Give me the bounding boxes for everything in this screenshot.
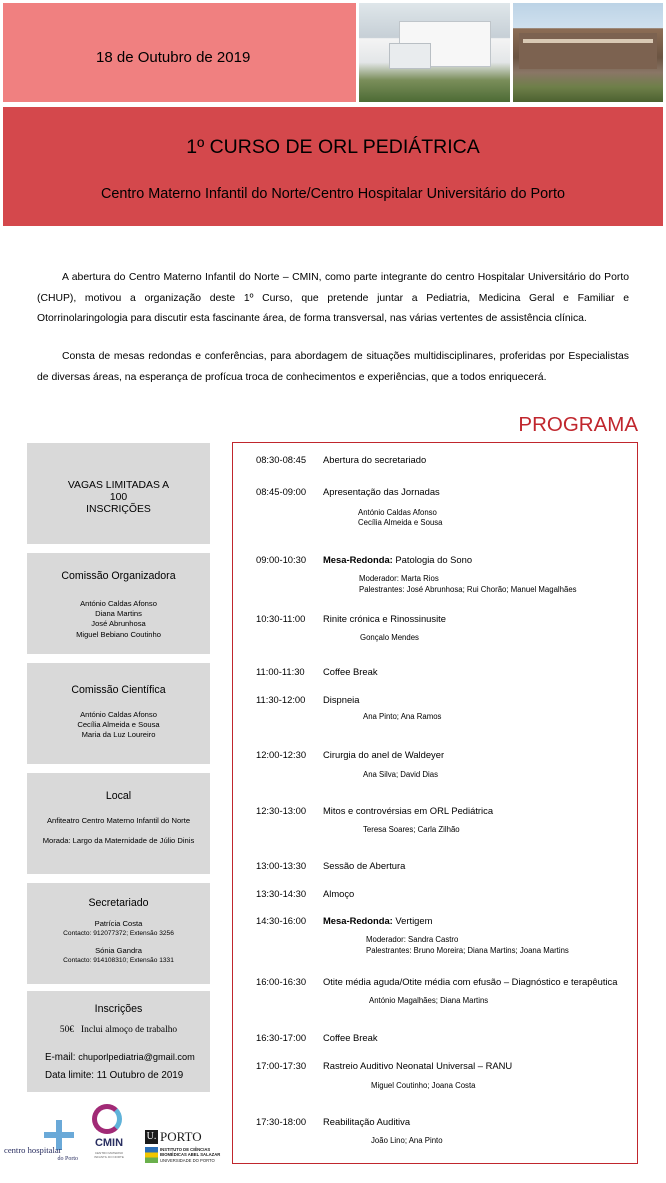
program-time: 16:30-17:00 bbox=[256, 1032, 307, 1043]
program-title-bold: Mesa-Redonda: bbox=[323, 915, 393, 926]
local-address: Morada: Largo da Maternidade de Júlio Dinis bbox=[42, 836, 195, 845]
cmin-subtitle: CENTRO MATERNO INFANTIL DO NORTE bbox=[94, 1151, 124, 1159]
local-title: Local bbox=[105, 790, 132, 802]
inscricoes-price-line bbox=[27, 1025, 210, 1035]
program-title bbox=[323, 1116, 633, 1127]
inscricoes-title: Inscrições bbox=[94, 1003, 143, 1015]
program-title-text: Almoço bbox=[323, 888, 355, 899]
program-title-text: Abertura do secretariado bbox=[323, 454, 427, 465]
program-title-text: Rastreio Auditivo Neonatal Universal – RANU bbox=[323, 1060, 513, 1071]
program-speaker: António Caldas Afonso bbox=[358, 508, 437, 517]
building-wing bbox=[389, 43, 431, 69]
facade-cornice bbox=[523, 39, 653, 43]
secretariado-contact-1-phone: Contacto: 912077372; Extensão 3256 bbox=[63, 930, 174, 937]
cientifica-names: António Caldas Afonso Cecília Almeida e Sousa Maria da Luz Loureiro bbox=[77, 710, 160, 740]
program-title bbox=[323, 613, 633, 624]
program-time: 12:00-12:30 bbox=[256, 749, 307, 760]
organizadora-title: Comissão Organizadora bbox=[61, 570, 176, 582]
program-title-text: Patologia do Sono bbox=[392, 554, 473, 565]
program-speaker: Gonçalo Mendes bbox=[360, 633, 419, 642]
program-title bbox=[323, 486, 633, 497]
vagas-text: VAGAS LIMITADAS A 100 INSCRIÇÕES bbox=[67, 480, 170, 515]
intro-paragraph-1: A abertura do Centro Materno Infantil do Norte – CMIN, como parte integrante do centro Hospitalar Universitário do Porto (CHUP), motivou a organização deste 1º Curso, que pretende juntar a Pediatria, Medicina Geral e Familiar e Otorrinolaringologia para discutir esta fascinante área, de forma transversal, nas várias vertentes de assistência clínica. bbox=[37, 272, 629, 324]
program-title bbox=[323, 666, 633, 677]
program-title-text: Apresentação das Jornadas bbox=[323, 486, 440, 497]
program-title-text: Otite média aguda/Otite média com efusão – Diagnóstico e terapêutica bbox=[323, 976, 618, 987]
inscricoes-price: 50€ bbox=[59, 1025, 74, 1035]
program-title-text: Cirurgia do anel de Waldeyer bbox=[323, 749, 445, 760]
logo-centro-hospitalar bbox=[4, 1106, 78, 1166]
program-time: 16:00-16:30 bbox=[256, 976, 307, 987]
title-banner bbox=[3, 107, 663, 226]
program-title-text: Mitos e controvérsias em ORL Pediátrica bbox=[323, 805, 494, 816]
uporto-u-block: U. bbox=[146, 1131, 157, 1142]
program-time: 08:30-08:45 bbox=[256, 454, 307, 465]
program-speaker: Miguel Coutinho; Joana Costa bbox=[371, 1081, 476, 1090]
program-speaker: António Magalhães; Diana Martins bbox=[369, 996, 489, 1005]
hospital-building-photo bbox=[359, 3, 510, 102]
program-speaker: Teresa Soares; Carla Zilhão bbox=[363, 825, 460, 834]
program-title-text: Coffee Break bbox=[323, 1032, 378, 1043]
intro-paragraph-2: Consta de mesas redondas e conferências, para abordagem de situações multidisciplinares, proferidas por Especialistas de diversas áreas, na esperança de profícua troca de conhecimentos e experiências, que a todos enriquecerá. bbox=[37, 351, 629, 383]
secretariado-contact-1-name: Patrícia Costa bbox=[94, 919, 143, 928]
program-title bbox=[323, 1032, 633, 1043]
secretariado-title: Secretariado bbox=[88, 897, 149, 909]
program-speaker: Palestrantes: José Abrunhosa; Rui Chorão; Manuel Magalhães bbox=[359, 585, 577, 594]
program-title bbox=[323, 554, 633, 565]
organizadora-names: António Caldas Afonso Diana Martins José Abrunhosa Miguel Bebiano Coutinho bbox=[76, 599, 161, 639]
program-title-text: Dispneia bbox=[323, 694, 360, 705]
program-time: 13:00-13:30 bbox=[256, 860, 307, 871]
program-speaker: João Lino; Ana Pinto bbox=[371, 1136, 443, 1145]
program-time: 11:00-11:30 bbox=[256, 666, 305, 677]
program-title bbox=[323, 454, 633, 465]
icbas-bars bbox=[145, 1147, 158, 1163]
vagas-box bbox=[27, 443, 210, 544]
email-address[interactable]: chuporlpediatria@gmail.com bbox=[78, 1052, 195, 1062]
cmin-name: CMIN bbox=[94, 1137, 124, 1149]
cmin-circle-icon bbox=[92, 1104, 122, 1134]
program-speaker: Palestrantes: Bruno Moreira; Diana Martins; Joana Martins bbox=[366, 946, 569, 955]
program-title bbox=[323, 915, 633, 926]
historic-hospital-photo bbox=[513, 3, 663, 102]
inscricoes-deadline-line bbox=[45, 1070, 210, 1081]
program-time: 12:30-13:00 bbox=[256, 805, 307, 816]
program-title bbox=[323, 976, 633, 987]
program-title bbox=[323, 805, 633, 816]
program-heading: PROGRAMA bbox=[518, 413, 638, 436]
icbas-line1: INSTITUTO DE CIÊNCIAS bbox=[160, 1147, 211, 1152]
cientifica-box bbox=[27, 663, 210, 764]
icbas-line2: BIOMÉDICAS ABEL SALAZAR bbox=[160, 1152, 221, 1157]
program-title bbox=[323, 1060, 633, 1071]
cientifica-title: Comissão Científica bbox=[71, 684, 166, 696]
local-box bbox=[27, 773, 210, 874]
program-title-text: Vertigem bbox=[392, 915, 433, 926]
program-box bbox=[232, 442, 638, 1164]
uporto-name: PORTO bbox=[160, 1129, 202, 1144]
secretariado-box bbox=[27, 883, 210, 984]
logo-uporto bbox=[145, 1130, 231, 1166]
program-time: 14:30-16:00 bbox=[256, 915, 307, 926]
program-time: 17:30-18:00 bbox=[256, 1116, 307, 1127]
local-venue: Anfiteatro Centro Materno Infantil do Norte bbox=[46, 816, 191, 825]
secretariado-contact-2-phone: Contacto: 914108310; Extensão 1331 bbox=[63, 957, 174, 964]
logo-cmin bbox=[86, 1104, 136, 1166]
course-title: 1º CURSO DE ORL PEDIÁTRICA bbox=[186, 136, 480, 158]
secretariado-contact-2-name: Sónia Gandra bbox=[95, 946, 142, 955]
course-subtitle: Centro Materno Infantil do Norte/Centro Hospitalar Universitário do Porto bbox=[101, 186, 565, 202]
program-title bbox=[323, 694, 633, 705]
event-date: 18 de Outubro de 2019 bbox=[96, 49, 251, 66]
program-time: 17:00-17:30 bbox=[256, 1060, 307, 1071]
program-title bbox=[323, 749, 633, 760]
program-title-bold: Mesa-Redonda: bbox=[323, 554, 393, 565]
organizadora-box bbox=[27, 553, 210, 654]
inscricoes-box bbox=[27, 991, 210, 1092]
cross-bar bbox=[44, 1132, 74, 1138]
program-time: 13:30-14:30 bbox=[256, 888, 307, 899]
program-title-text: Rinite crónica e Rinossinusite bbox=[323, 613, 446, 624]
program-title bbox=[323, 860, 633, 871]
program-speaker: Ana Pinto; Ana Ramos bbox=[363, 712, 442, 721]
inscricoes-price-note: Inclui almoço de trabalho bbox=[81, 1025, 178, 1035]
program-time: 11:30-12:00 bbox=[256, 694, 306, 705]
program-speaker: Moderador: Marta Rios bbox=[359, 574, 439, 583]
program-title-text: Reabilitação Auditiva bbox=[323, 1116, 411, 1127]
program-time: 08:45-09:00 bbox=[256, 486, 307, 497]
program-title bbox=[323, 888, 633, 899]
deadline-date: 11 Outubro de 2019 bbox=[96, 1070, 184, 1081]
email-label: E-mail: bbox=[45, 1052, 76, 1063]
program-time: 10:30-11:00 bbox=[256, 613, 306, 624]
deadline-label: Data limite: bbox=[45, 1070, 94, 1081]
chp-name-line2: do Porto bbox=[57, 1156, 78, 1162]
program-title-text: Coffee Break bbox=[323, 666, 378, 677]
program-speaker: Ana Silva; David Dias bbox=[363, 770, 438, 779]
program-speaker: Moderador: Sandra Castro bbox=[366, 935, 459, 944]
chp-name-line1: centro hospitalar bbox=[4, 1145, 62, 1155]
program-title-text: Sessão de Abertura bbox=[323, 860, 406, 871]
program-speaker: Cecília Almeida e Sousa bbox=[358, 518, 443, 527]
program-time: 09:00-10:30 bbox=[256, 554, 307, 565]
date-banner bbox=[3, 3, 356, 102]
inscricoes-email-line bbox=[45, 1052, 210, 1063]
icbas-line3: UNIVERSIDADE DO PORTO bbox=[160, 1158, 215, 1163]
